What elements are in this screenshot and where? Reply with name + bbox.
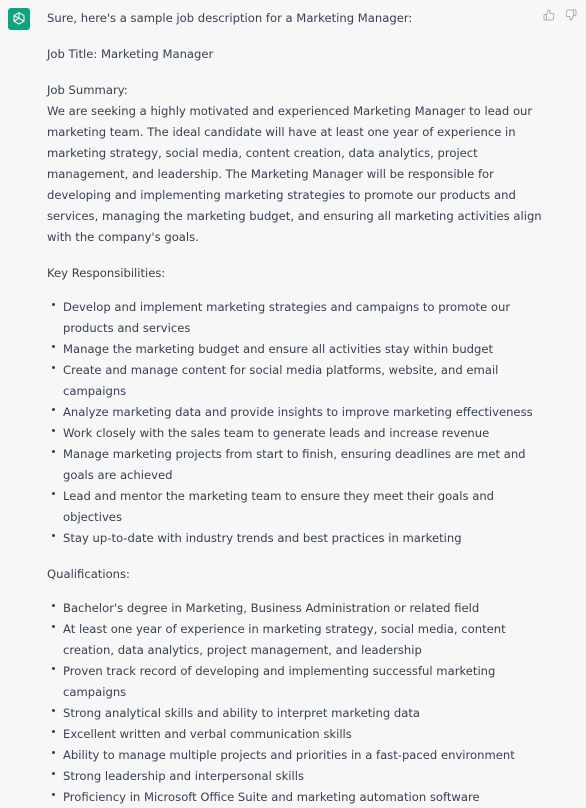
- summary-heading: Job Summary:: [47, 83, 128, 97]
- list-item: Proven track record of developing and implementing successful marketing campaigns: [47, 661, 542, 703]
- list-item: Strong analytical skills and ability to interpret marketing data: [47, 703, 542, 724]
- list-item: Proficiency in Microsoft Office Suite and marketing automation software: [47, 787, 542, 808]
- list-item: Ability to manage multiple projects and priorities in a fast-paced environment: [47, 745, 542, 766]
- list-item: Analyze marketing data and provide insights to improve marketing effectiveness: [47, 402, 542, 423]
- thumbs-up-button[interactable]: [542, 8, 556, 22]
- qualifications-list: [47, 598, 542, 808]
- list-item: Excellent written and verbal communication skills: [47, 724, 542, 745]
- thumbs-down-button[interactable]: [564, 8, 578, 22]
- assistant-avatar: [8, 8, 30, 30]
- openai-logo-icon: [11, 11, 27, 27]
- qualifications-heading: Qualifications:: [47, 567, 130, 581]
- list-item: Lead and mentor the marketing team to ensure they meet their goals and objectives: [47, 486, 542, 528]
- responsibilities-list: [47, 297, 542, 549]
- list-item: Work closely with the sales team to generate leads and increase revenue: [47, 423, 542, 444]
- list-item: Create and manage content for social media platforms, website, and email campaigns: [47, 360, 542, 402]
- list-item: Develop and implement marketing strategies and campaigns to promote our products and services: [47, 297, 542, 339]
- list-item: Manage marketing projects from start to finish, ensuring deadlines are met and goals are achieved: [47, 444, 542, 486]
- thumbs-up-icon: [543, 9, 555, 21]
- response-content: [47, 8, 542, 808]
- list-item: Stay up-to-date with industry trends and best practices in marketing: [47, 528, 542, 549]
- feedback-buttons: [542, 8, 578, 22]
- job-title: Job Title: Marketing Manager: [47, 47, 214, 61]
- list-item: Manage the marketing budget and ensure all activities stay within budget: [47, 339, 542, 360]
- summary-text: We are seeking a highly motivated and experienced Marketing Manager to lead our marketing team. The ideal candidate will have at least one year of experience in marketing strategy, social media, content creation, data analytics, project management, and leadership. The Marketing Manager will be responsible for developing and implementing marketing strategies to promote our products and services, managing the marketing budget, and ensuring all marketing activities align with the company's goals.: [47, 104, 542, 244]
- list-item: At least one year of experience in marketing strategy, social media, content creation, data analytics, project management, and leadership: [47, 619, 542, 661]
- list-item: Bachelor's degree in Marketing, Business Administration or related field: [47, 598, 542, 619]
- responsibilities-heading: Key Responsibilities:: [47, 266, 166, 280]
- list-item: Strong leadership and interpersonal skills: [47, 766, 542, 787]
- thumbs-down-icon: [565, 9, 577, 21]
- intro-text: Sure, here's a sample job description for a Marketing Manager:: [47, 11, 413, 25]
